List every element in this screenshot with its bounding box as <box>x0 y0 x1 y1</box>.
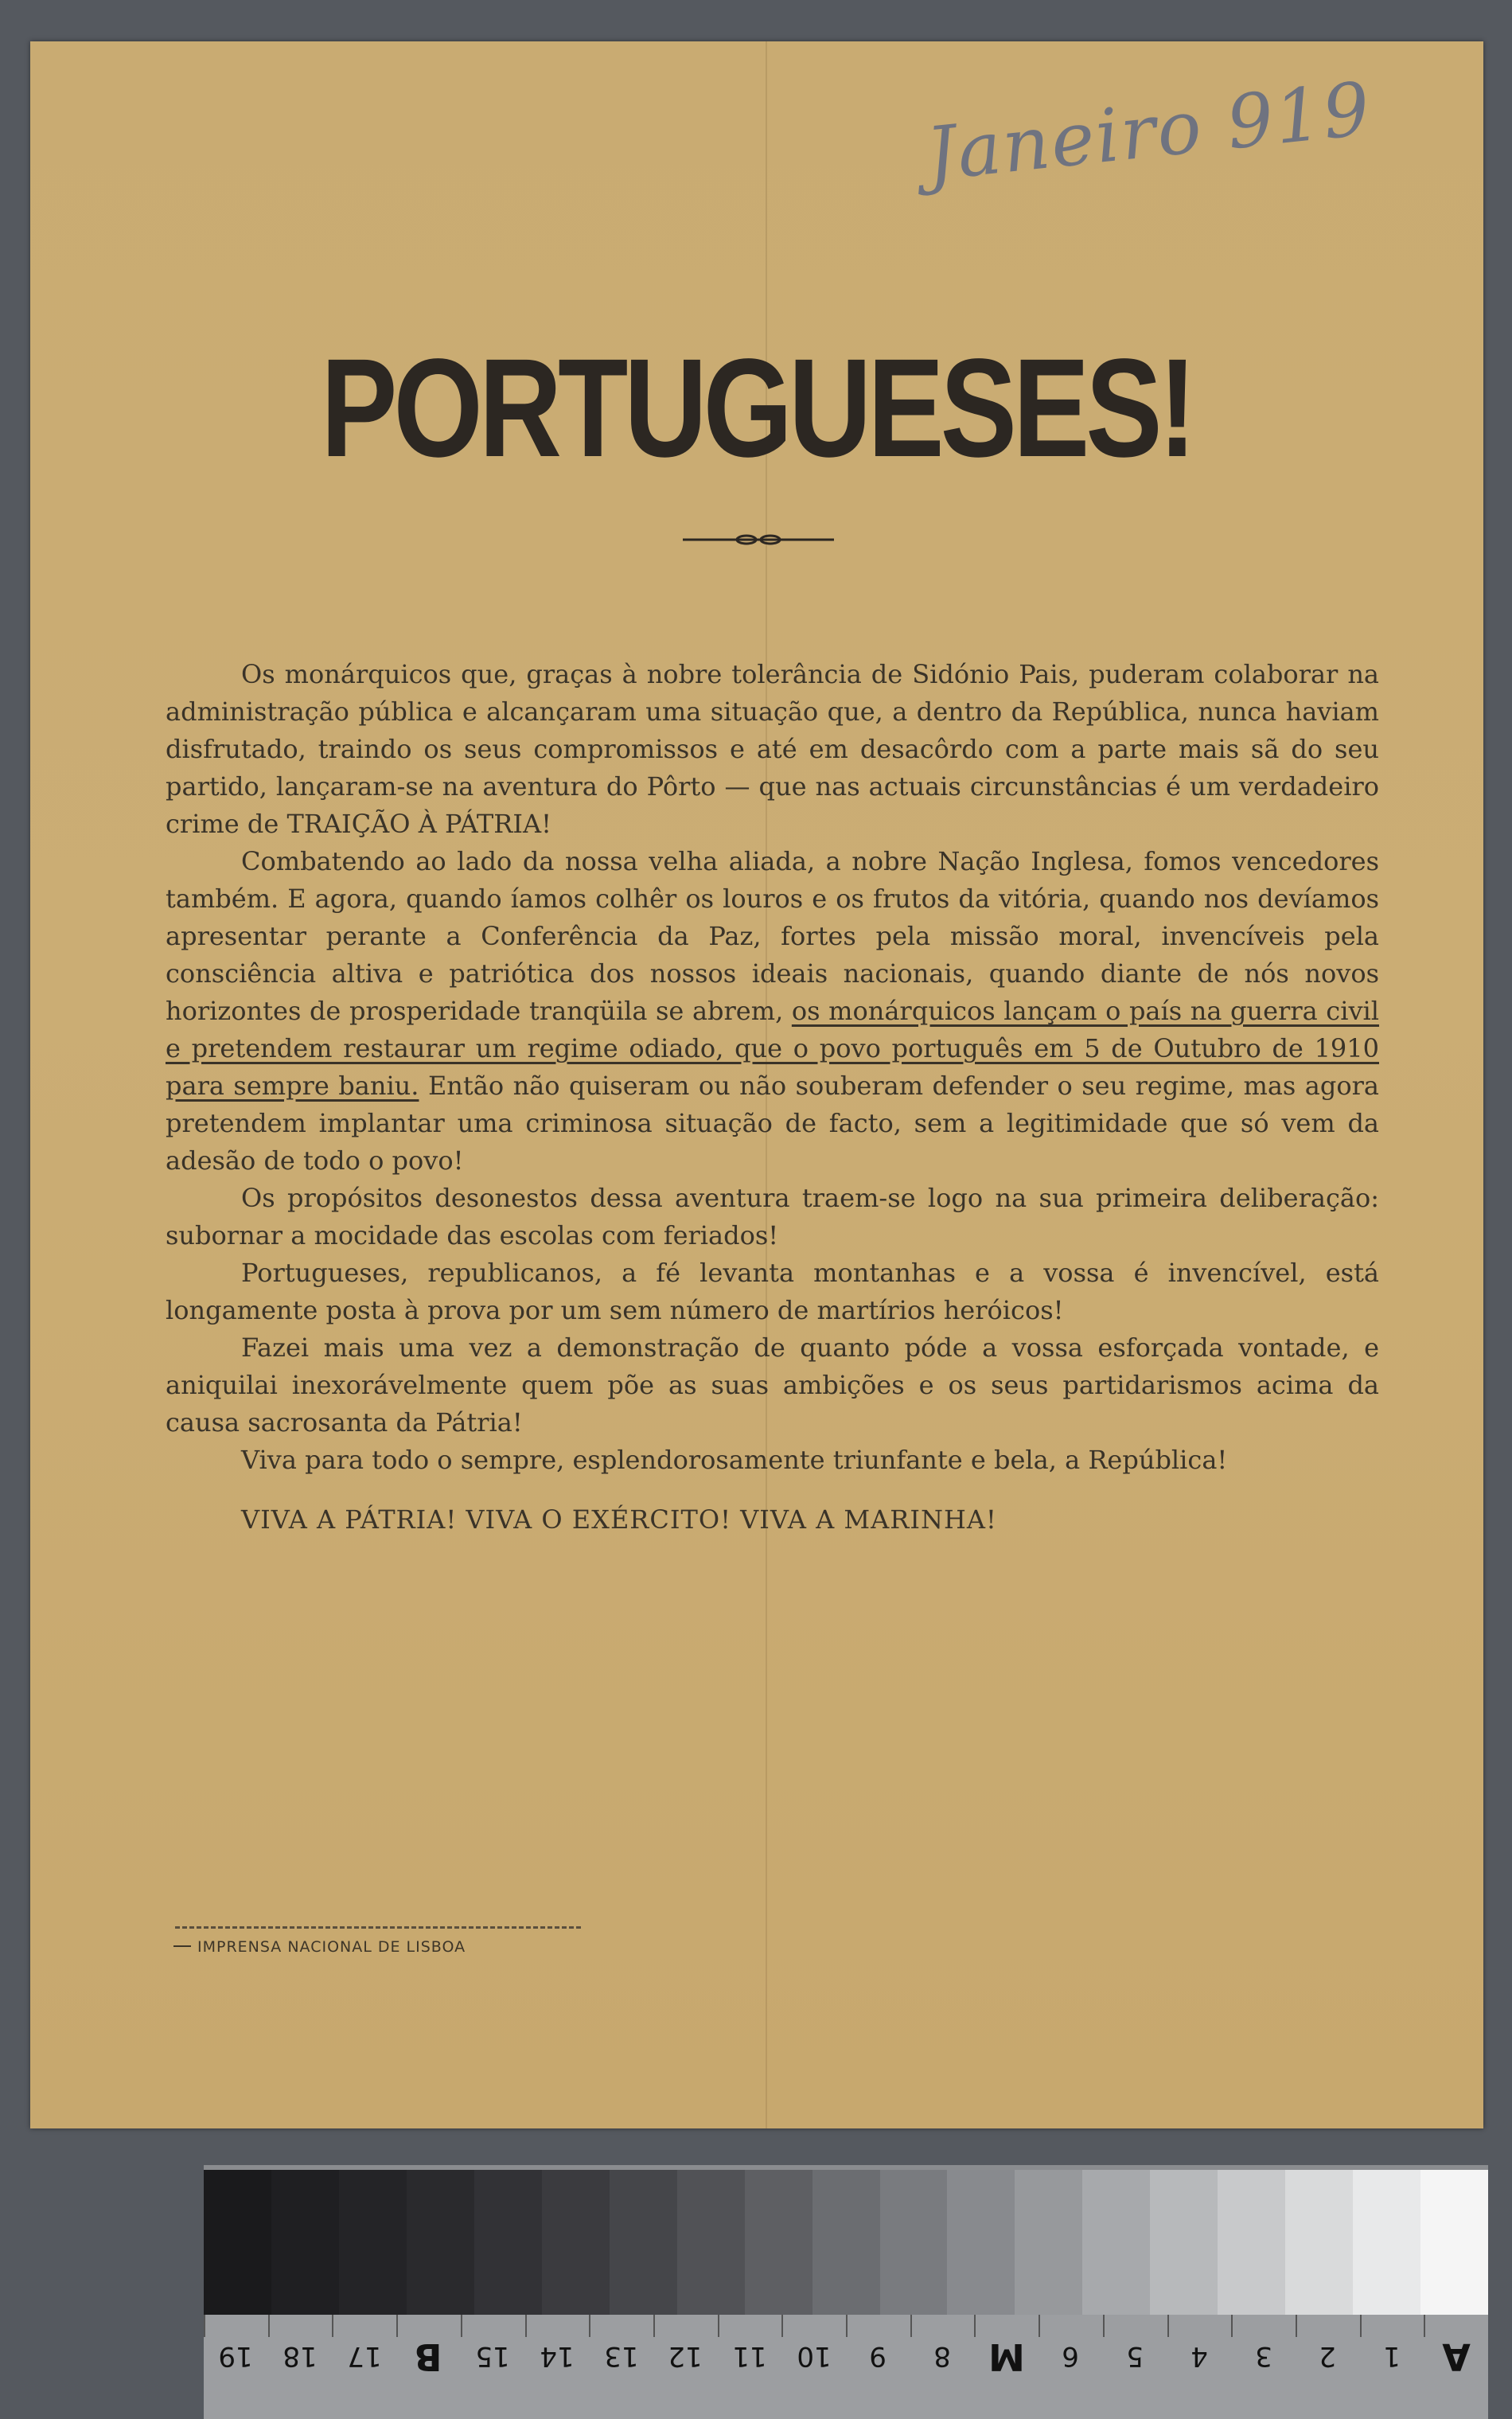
scale-tick <box>1231 2315 1233 2337</box>
scale-label: M <box>988 2335 1025 2378</box>
scale-label: B <box>414 2335 442 2378</box>
gray-patch <box>1015 2170 1082 2315</box>
scale-label: 6 <box>1062 2340 1080 2372</box>
scale-tick <box>653 2315 655 2337</box>
scale-tick <box>461 2315 462 2337</box>
underlined-passage: os monárquicos lançam o país na guerra civil e pretendem restaurar um regime odiado, que o povo português em 5 de Outubro de 1910 para sempre baniu. <box>166 996 1380 1101</box>
scale-label: 3 <box>1254 2340 1272 2372</box>
scale-label: 14 <box>540 2340 575 2372</box>
gray-patch <box>204 2170 271 2315</box>
paragraph-4: Portugueses, republicanos, a fé levanta montanhas e a vossa é invencível, está longamente posta à prova por um sem número de martírios heróicos! <box>166 1258 1379 1325</box>
scale-tick <box>1167 2315 1169 2337</box>
scale-label: 17 <box>347 2340 382 2372</box>
scale-tick <box>589 2315 590 2337</box>
paragraph-3: Os propósitos desonestos dessa aventura traem-se logo na sua primeira deliberação: subornar a mocidade das escolas com feriados! <box>166 1183 1379 1250</box>
scale-label: A <box>1441 2335 1471 2378</box>
gray-patch <box>813 2170 880 2315</box>
gray-patch <box>677 2170 745 2315</box>
imprint-dash <box>173 1945 191 1947</box>
scale-label: 5 <box>1126 2340 1144 2372</box>
gray-patch <box>745 2170 813 2315</box>
paragraph-5: Fazei mais uma vez a demonstração de quanto póde a vossa esforçada vontade, e aniquilai inexorávelmente quem põe as suas ambições e os seus partidarismos acima da causa sacrosanta da Pátria! <box>166 1332 1379 1438</box>
handwritten-date: Janeiro 919 <box>922 65 1376 198</box>
poster-sheet <box>30 41 1483 2128</box>
gray-patch <box>1218 2170 1285 2315</box>
scale-tick <box>1103 2315 1105 2337</box>
gray-patch <box>339 2170 407 2315</box>
proclamation-body <box>166 656 1379 1539</box>
scale-tick <box>268 2315 270 2337</box>
scale-tick <box>781 2315 783 2337</box>
scale-tick <box>1424 2315 1425 2337</box>
scale-label: 12 <box>668 2340 703 2372</box>
scale-label: 2 <box>1319 2340 1337 2372</box>
scale-tick <box>332 2315 333 2337</box>
scale-label: 10 <box>797 2340 832 2372</box>
scale-label: 4 <box>1191 2340 1208 2372</box>
paragraph-2-text: Combatendo ao lado da nossa velha aliada, a nobre Nação Inglesa, fomos vencedores também. E agora, quando íamos colhêr os louros e os frutos da vitória, quando nos devíamos apresentar perante a Conferência da Paz, fortes pela missão moral, invencíveis pela consciência altiva e patriótica dos nossos ideais nacionais, quando diante de nós novos horizontes de prosperidade tranqüila se abrem, <box>166 846 1379 1026</box>
paragraph-2-continuation: Então não quiseram ou não souberam defender o seu regime, mas agora pretendem implantar uma criminosa situação de facto, sem a legitimidade que só vem da adesão de todo o povo! <box>166 1071 1380 1176</box>
scale-tick <box>204 2315 205 2337</box>
scale-label: 9 <box>869 2340 887 2372</box>
scale-label: 19 <box>218 2340 253 2372</box>
gray-patch <box>880 2170 948 2315</box>
ornament-divider-icon <box>683 533 834 546</box>
gray-patch <box>610 2170 677 2315</box>
scale-label: 18 <box>283 2340 318 2372</box>
scale-label: 15 <box>475 2340 510 2372</box>
gray-patch <box>1150 2170 1218 2315</box>
paragraph-2 <box>166 843 1379 1180</box>
scale-tick <box>718 2315 719 2337</box>
poster-title: PORTUGUESES! <box>321 330 1193 486</box>
gray-patch <box>542 2170 610 2315</box>
paragraph-6: Viva para todo o sempre, esplendorosamente triunfante e bela, a República! <box>241 1445 1228 1475</box>
scale-tick <box>1296 2315 1297 2337</box>
scale-label: 13 <box>603 2340 639 2372</box>
scale-tick <box>1360 2315 1362 2337</box>
scale-tick <box>396 2315 398 2337</box>
gray-patch <box>271 2170 339 2315</box>
scale-label: 8 <box>933 2340 951 2372</box>
imprint-rule <box>175 1926 581 1929</box>
closing-slogan: VIVA A PÁTRIA! VIVA O EXÉRCITO! VIVA A MARINHA! <box>241 1504 997 1535</box>
scale-tick <box>974 2315 976 2337</box>
printer-imprint: IMPRENSA NACIONAL DE LISBOA <box>197 1938 466 1956</box>
scale-label-row <box>204 2315 1488 2419</box>
gray-patch-row <box>204 2170 1488 2315</box>
scale-tick <box>525 2315 527 2337</box>
scale-tick <box>910 2315 912 2337</box>
gray-patch <box>1285 2170 1353 2315</box>
gray-patch <box>1353 2170 1420 2315</box>
gray-patch <box>1420 2170 1488 2315</box>
paragraph-1: Os monárquicos que, graças à nobre tolerância de Sidónio Pais, puderam colaborar na administração pública e alcançaram uma situação que, a dentro da República, nunca haviam disfrutado, traindo os seus compromissos e até em desacôrdo com a parte mais sã do seu partido, lançaram-se na aventura do Pôrto — que nas actuais circunstâncias é um verdadeiro crime de TRAIÇÃO À PÁTRIA! <box>166 659 1379 839</box>
scale-tick <box>846 2315 848 2337</box>
gray-patch <box>947 2170 1015 2315</box>
gray-patch <box>474 2170 542 2315</box>
gray-patch <box>1082 2170 1150 2315</box>
color-calibration-gauge <box>204 2165 1488 2419</box>
scale-label: 1 <box>1383 2340 1401 2372</box>
scale-tick <box>1039 2315 1040 2337</box>
scale-label: 11 <box>732 2340 767 2372</box>
gray-patch <box>407 2170 474 2315</box>
